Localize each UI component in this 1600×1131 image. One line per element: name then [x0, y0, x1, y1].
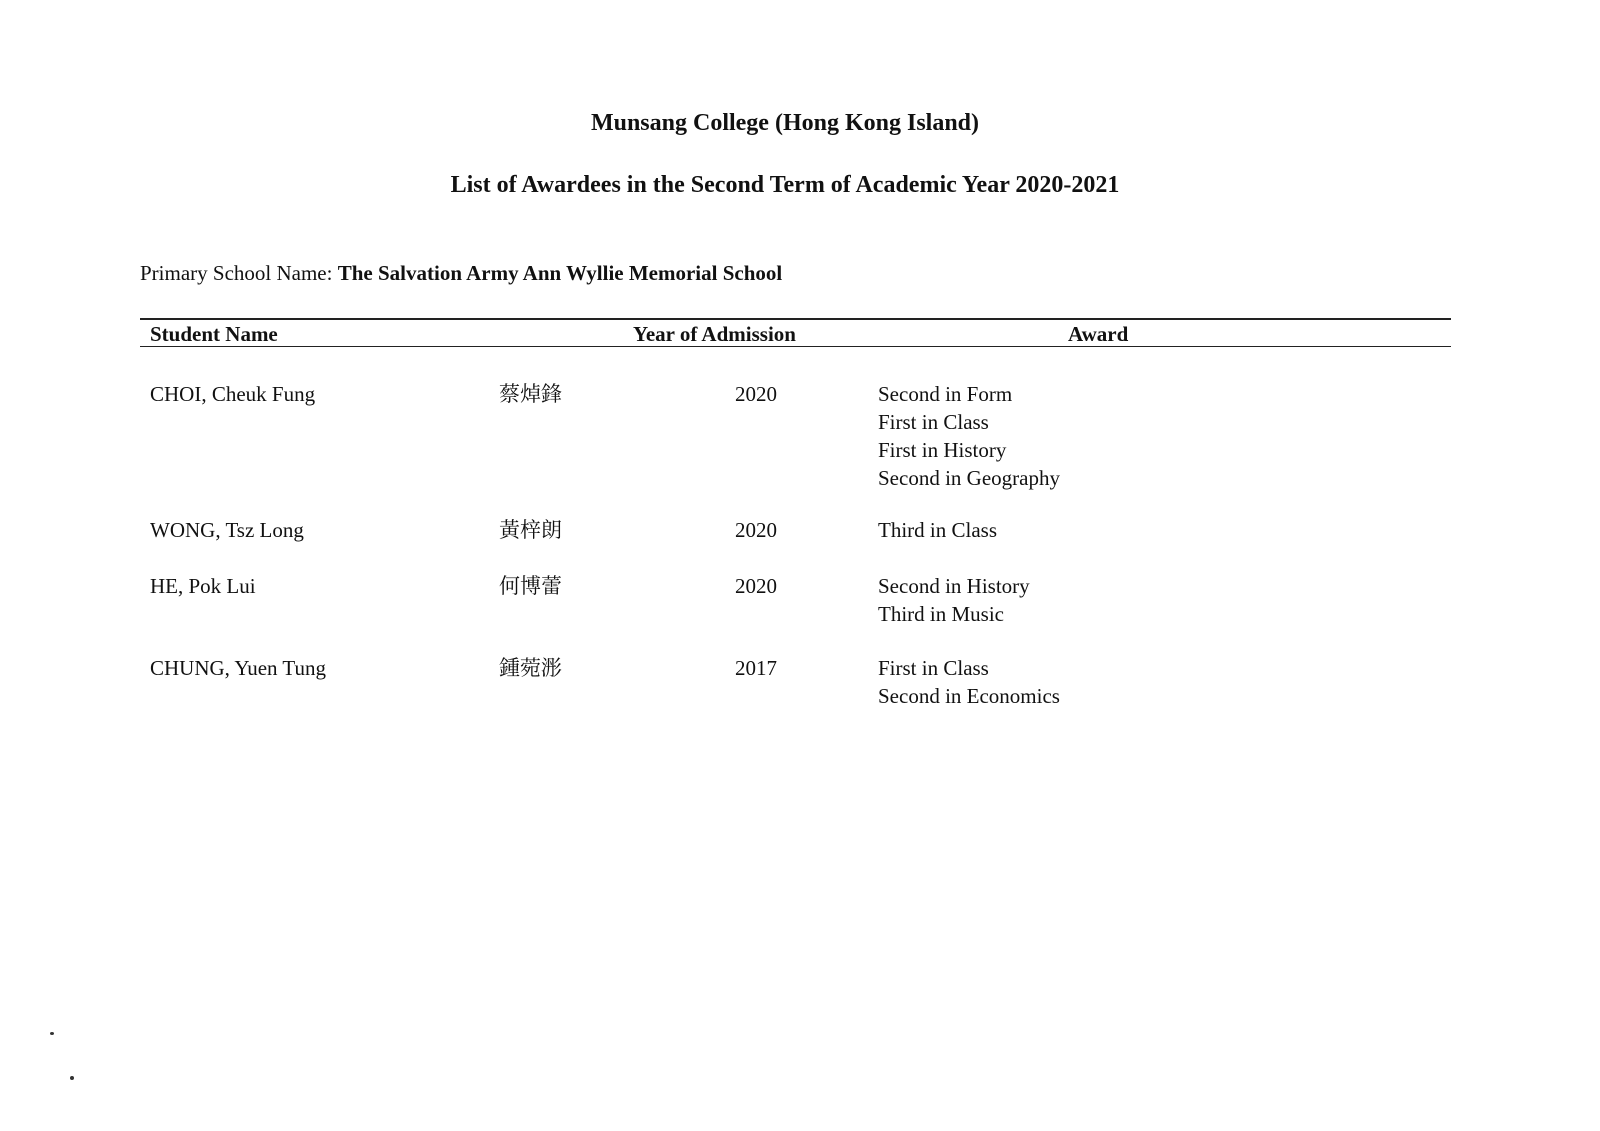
award-item: Second in History	[878, 574, 1030, 598]
award-list	[878, 380, 1060, 492]
award-item: First in History	[878, 438, 1007, 462]
document-subtitle: List of Awardees in the Second Term of Academic Year 2020-2021	[450, 172, 1120, 198]
student-chinese-name: 黃梓朗	[499, 518, 562, 542]
header-student-name: Student Name	[150, 322, 278, 346]
scan-speck	[50, 1032, 54, 1035]
student-english-name: CHUNG, Yuen Tung	[150, 656, 327, 680]
document-title: Munsang College (Hong Kong Island)	[590, 110, 980, 136]
award-list	[878, 654, 1060, 710]
table-top-rule	[140, 318, 1451, 320]
header-year-of-admission: Year of Admission	[633, 322, 796, 346]
award-item: Second in Geography	[878, 466, 1060, 490]
award-item: Third in Class	[878, 518, 997, 542]
award-item: Third in Music	[878, 602, 1004, 626]
award-list	[878, 572, 1030, 628]
award-item: Second in Economics	[878, 684, 1060, 708]
scan-speck	[70, 1076, 74, 1080]
student-english-name: CHOI, Cheuk Fung	[150, 382, 316, 406]
year-of-admission: 2017	[735, 656, 777, 680]
student-chinese-name: 何博蕾	[499, 574, 562, 598]
student-english-name: WONG, Tsz Long	[150, 518, 304, 542]
award-item: First in Class	[878, 656, 989, 680]
award-item: Second in Form	[878, 382, 1013, 406]
award-list	[878, 516, 997, 544]
year-of-admission: 2020	[735, 574, 777, 598]
student-english-name: HE, Pok Lui	[150, 574, 256, 598]
primary-school-name: The Salvation Army Ann Wyllie Memorial School	[337, 261, 783, 285]
student-chinese-name: 蔡焯鋒	[499, 382, 562, 406]
student-chinese-name: 鍾菀浵	[499, 656, 562, 680]
award-item: First in Class	[878, 410, 989, 434]
year-of-admission: 2020	[735, 382, 777, 406]
year-of-admission: 2020	[735, 518, 777, 542]
primary-school-line	[140, 260, 782, 286]
header-award: Award	[1068, 322, 1129, 346]
primary-school-label: Primary School Name:	[140, 261, 333, 285]
table-header-rule	[140, 346, 1451, 347]
